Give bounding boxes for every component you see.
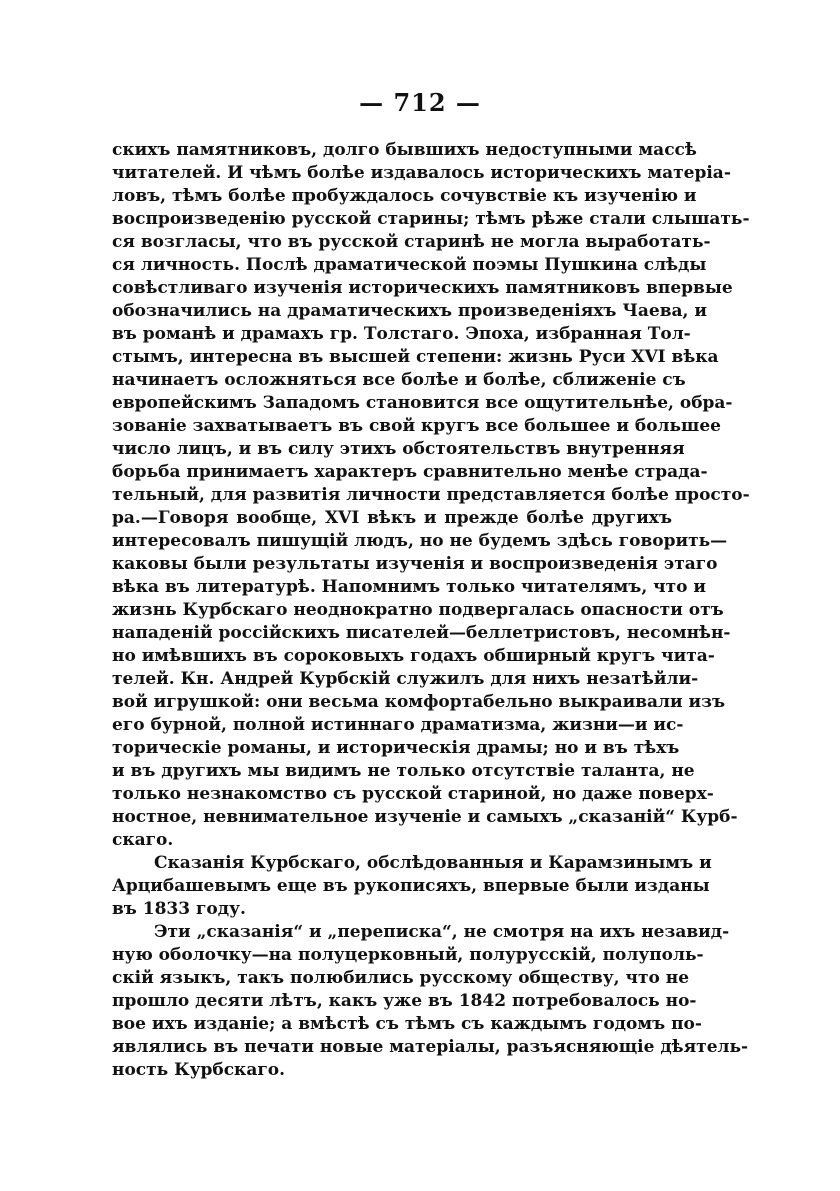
- text-line: обозначились на драматическихъ произведеніяхъ Чаева, и: [112, 301, 707, 321]
- paragraph-3: [112, 921, 749, 1082]
- text-line: ловъ, тѣмъ болѣе пробуждалось сочувствіе къ изученію и: [112, 186, 697, 206]
- text-line: число лицъ, и въ силу этихъ обстоятельствъ внутренняя: [112, 439, 685, 459]
- text-line: скаго.: [112, 830, 174, 850]
- page-number: — 712 —: [359, 88, 481, 117]
- text-line: являлись въ печати новые матеріалы, разъясняющіе дѣятель-: [112, 1037, 749, 1057]
- text-line: но имѣвшихъ въ сороковыхъ годахъ обширный кругъ чита-: [112, 646, 715, 666]
- text-line: ся личность. Послѣ драматической поэмы Пушкина слѣды: [112, 255, 707, 275]
- text-line: тельный, для развитія личности представляется болѣе просто-: [112, 485, 750, 505]
- paragraph-1: [112, 139, 750, 852]
- text-line: Эти „сказанія“ и „переписка“, не смотря на ихъ незавид-: [154, 922, 730, 942]
- text-line: воспроизведенію русской старины; тѣмъ рѣже стали слышать-: [112, 209, 750, 229]
- text-line: его бурной, полной истиннаго драматизма, жизни—и ис-: [112, 715, 684, 735]
- text-line: ностное, невнимательное изученіе и самыхъ „сказаній“ Курб-: [112, 807, 738, 827]
- text-line: ра.—Говоря вообще, XVI вѣкъ и прежде болѣе другихъ: [112, 508, 672, 528]
- text-line: въ романѣ и драмахъ гр. Толстаго. Эпоха, избранная Тол-: [112, 324, 691, 344]
- text-line: скій языкъ, такъ полюбились русскому обществу, что не: [112, 968, 690, 988]
- text-line: телей. Кн. Андрей Курбскій служилъ для нихъ незатѣйли-: [112, 669, 699, 689]
- text-line: начинаетъ осложняться все болѣе и болѣе, сближеніе съ: [112, 370, 686, 390]
- text-line: въ 1833 году.: [112, 899, 246, 919]
- text-line: только незнакомство съ русской стариной, но даже поверх-: [112, 784, 714, 804]
- text-line: ность Курбскаго.: [112, 1060, 286, 1080]
- paragraph-2: [112, 852, 712, 921]
- text-line: читателей. И чѣмъ болѣе издавалось историческихъ матеріа-: [112, 163, 731, 183]
- text-line: совѣстливаго изученія историческихъ памятниковъ впервые: [112, 278, 733, 298]
- text-line: вое ихъ изданіе; а вмѣстѣ съ тѣмъ съ каждымъ годомъ по-: [112, 1014, 702, 1034]
- text-line: скихъ памятниковъ, долго бывшихъ недоступными массѣ: [112, 140, 697, 160]
- text-line: интересовалъ пишущій людъ, но не будемъ здѣсь говорить—: [112, 531, 728, 551]
- text-line: европейскимъ Западомъ становится все ощутительнѣе, обра-: [112, 393, 733, 413]
- text-line: зованіе захватываетъ въ свой кругъ все большее и большее: [112, 416, 721, 436]
- text-line: ную оболочку—на полуцерковный, полурусскій, полуполь-: [112, 945, 704, 965]
- text-line: стымъ, интересна въ высшей степени: жизнь Руси XVI вѣка: [112, 347, 719, 367]
- text-line: нападеній россійскихъ писателей—беллетристовъ, несомнѣн-: [112, 623, 731, 643]
- text-line: Арцибашевымъ еще въ рукописяхъ, впервые были изданы: [112, 876, 710, 896]
- text-line: прошло десяти лѣтъ, какъ уже въ 1842 потребовалось но-: [112, 991, 697, 1011]
- text-line: Сказанія Курбскаго, обслѣдованныя и Карамзинымъ и: [154, 853, 712, 873]
- text-line: вой игрушкой: они весьма комфортабельно выкраивали изъ: [112, 692, 726, 712]
- body-text: [112, 139, 750, 1082]
- text-line: каковы были результаты изученія и воспроизведенія этаго: [112, 554, 718, 574]
- text-line: вѣка въ литературѣ. Напомнимъ только читателямъ, что и: [112, 577, 707, 597]
- text-line: борьба принимаетъ характеръ сравнительно менѣе страда-: [112, 462, 708, 482]
- text-line: жизнь Курбскаго неоднократно подвергалась опасности отъ: [112, 600, 724, 620]
- text-line: ся возгласы, что въ русской старинѣ не могла выработать-: [112, 232, 711, 252]
- text-line: торическіе романы, и историческія драмы; но и въ тѣхъ: [112, 738, 680, 758]
- text-line: и въ другихъ мы видимъ не только отсутствіе таланта, не: [112, 761, 695, 781]
